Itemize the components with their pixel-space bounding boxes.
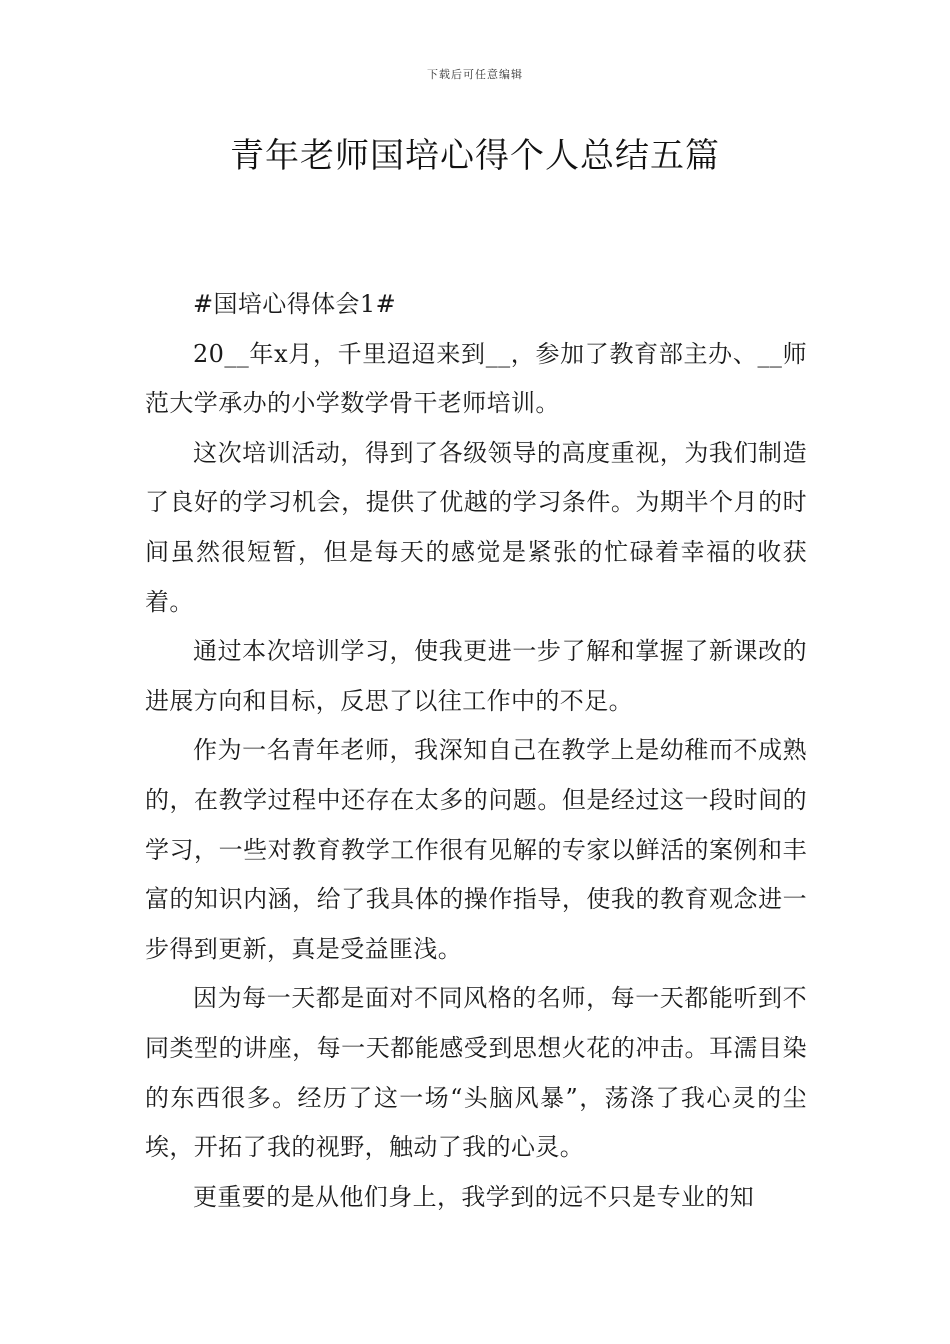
paragraph: 20__年x月，千里迢迢来到__，参加了教育部主办、__师范大学承办的小学数学骨干老师培训。 [145, 339, 807, 418]
document-title: 青年老师国培心得个人总结五篇 [230, 136, 720, 176]
paragraph: 这次培训活动，得到了各级领导的高度重视，为我们制造了良好的学习机会，提供了优越的学习条件。为期半个月的时间虽然很短暂，但是每天的感觉是紧张的忙碌着幸福的收获着。 [145, 438, 807, 616]
section-heading: #国培心得体会1# [193, 290, 397, 318]
paragraph: 作为一名青年老师，我深知自己在教学上是幼稚而不成熟的，在教学过程中还存在太多的问题。但是经过这一段时间的学习，一些对教育教学工作很有见解的专家以鲜活的案例和丰富的知识内涵，给了我具体的操作指导，使我的教育观念进一步得到更新，真是受益匪浅。 [145, 736, 807, 963]
header-note: 下载后可任意编辑 [427, 68, 523, 81]
paragraph: 因为每一天都是面对不同风格的名师，每一天都能听到不同类型的讲座，每一天都能感受到思想火花的冲击。耳濡目染的东西很多。经历了这一场“头脑风暴”，荡涤了我心灵的尘埃，开拓了我的视野，触动了我的心灵。 [145, 984, 807, 1162]
paragraph: 更重要的是从他们身上，我学到的远不只是专业的知 [193, 1182, 755, 1211]
document-body [145, 280, 807, 1222]
paragraph: 通过本次培训学习，使我更进一步了解和掌握了新课改的进展方向和目标，反思了以往工作中的不足。 [145, 637, 807, 715]
